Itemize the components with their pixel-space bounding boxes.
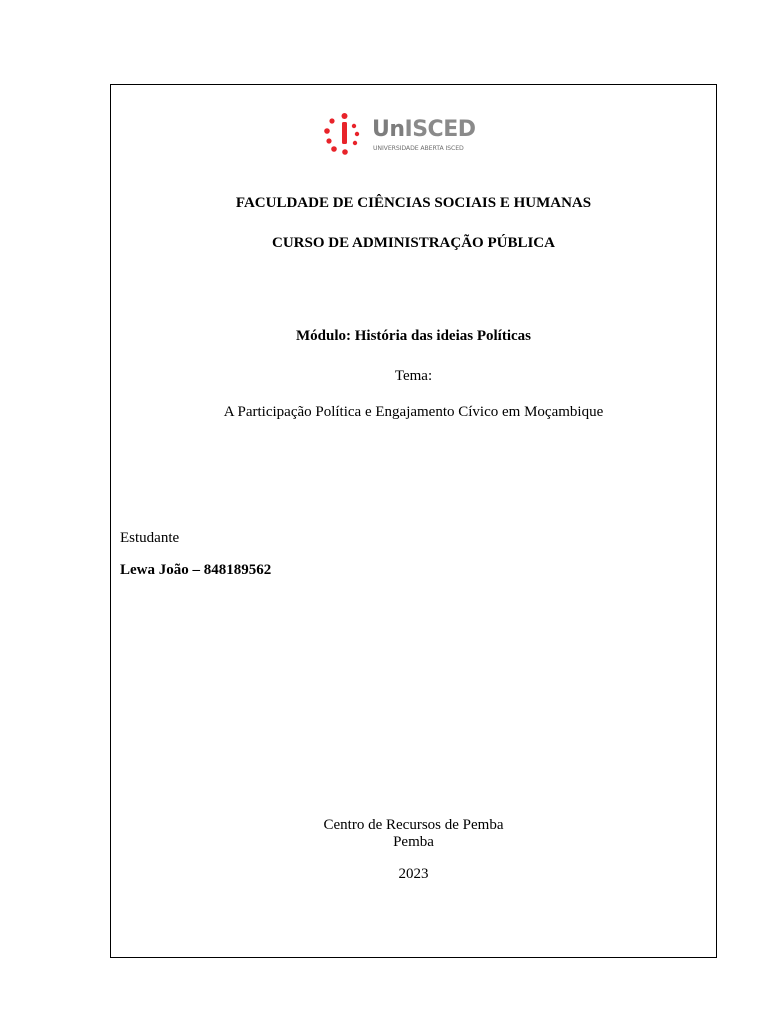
- year: 2023: [398, 866, 429, 882]
- logo-wordmark: UnISCED: [372, 117, 476, 142]
- student-name: Lewa João – 848189562: [120, 562, 272, 578]
- module-title: Módulo: História das ideias Políticas: [295, 328, 531, 344]
- course-heading: CURSO DE ADMINISTRAÇÃO PÚBLICA: [272, 235, 555, 251]
- resource-center: Centro de Recursos de Pemba: [323, 817, 504, 833]
- logo-subtitle: UNIVERSIDADE ABERTA ISCED: [373, 145, 464, 152]
- unisced-logo: [322, 112, 482, 158]
- faculty-heading: FACULDADE DE CIÊNCIAS SOCIAIS E HUMANAS: [235, 195, 592, 211]
- theme-text: A Participação Política e Engajamento Cívico em Moçambique: [223, 404, 604, 420]
- unisced-dots-icon: [322, 112, 368, 158]
- theme-label: Tema:: [394, 368, 433, 384]
- student-label: Estudante: [120, 530, 180, 546]
- city: Pemba: [393, 834, 434, 850]
